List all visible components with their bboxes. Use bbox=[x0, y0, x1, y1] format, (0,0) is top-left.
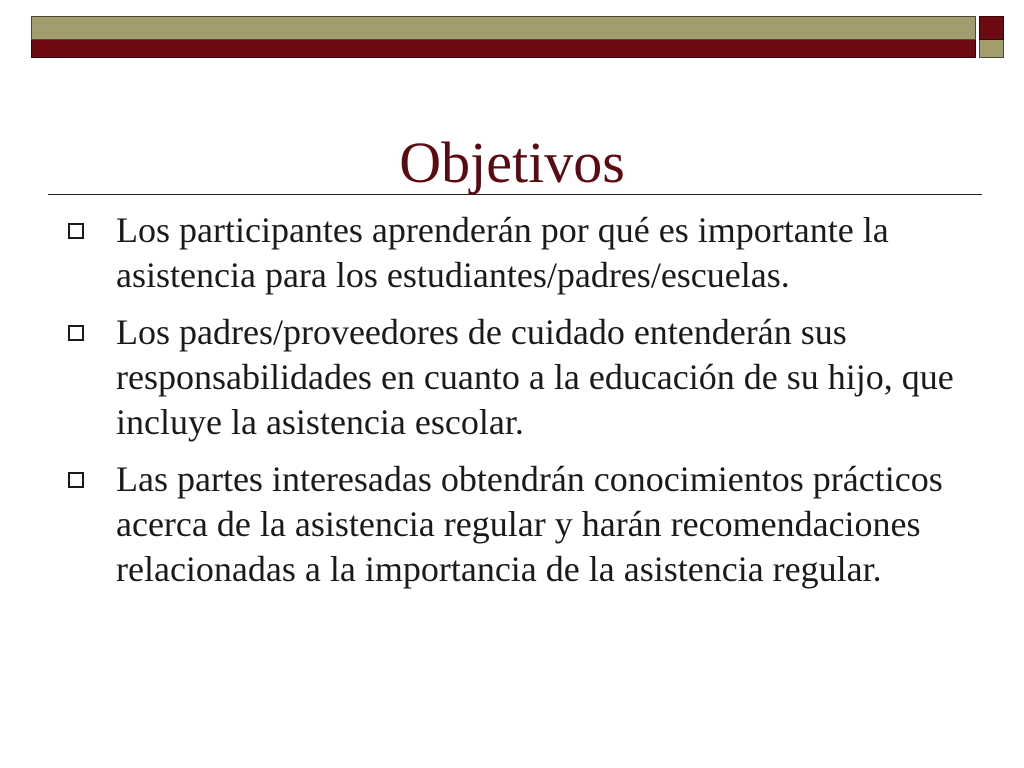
header-bar-maroon bbox=[31, 40, 976, 58]
header-square-olive bbox=[979, 40, 1004, 58]
bullet-item bbox=[62, 457, 962, 592]
header-square-maroon bbox=[979, 16, 1004, 40]
hollow-square-bullet-icon bbox=[68, 325, 84, 341]
bullet-item bbox=[62, 310, 962, 445]
title-divider bbox=[48, 194, 982, 195]
bullet-text: Los participantes aprenderán por qué es importante la asistencia para los estudiantes/padres/escuelas. bbox=[116, 210, 889, 295]
bullet-item bbox=[62, 208, 962, 298]
hollow-square-bullet-icon bbox=[68, 472, 84, 488]
bullet-list bbox=[62, 208, 962, 604]
header-bar-olive bbox=[31, 16, 976, 40]
bullet-text: Los padres/proveedores de cuidado entenderán sus responsabilidades en cuanto a la educación de su hijo, que incluye la asistencia escolar. bbox=[116, 312, 954, 442]
hollow-square-bullet-icon bbox=[68, 223, 84, 239]
bullet-text: Las partes interesadas obtendrán conocimientos prácticos acerca de la asistencia regular y harán recomendaciones relacionadas a la importancia de la asistencia regular. bbox=[116, 459, 943, 589]
slide-title: Objetivos bbox=[399, 130, 625, 195]
